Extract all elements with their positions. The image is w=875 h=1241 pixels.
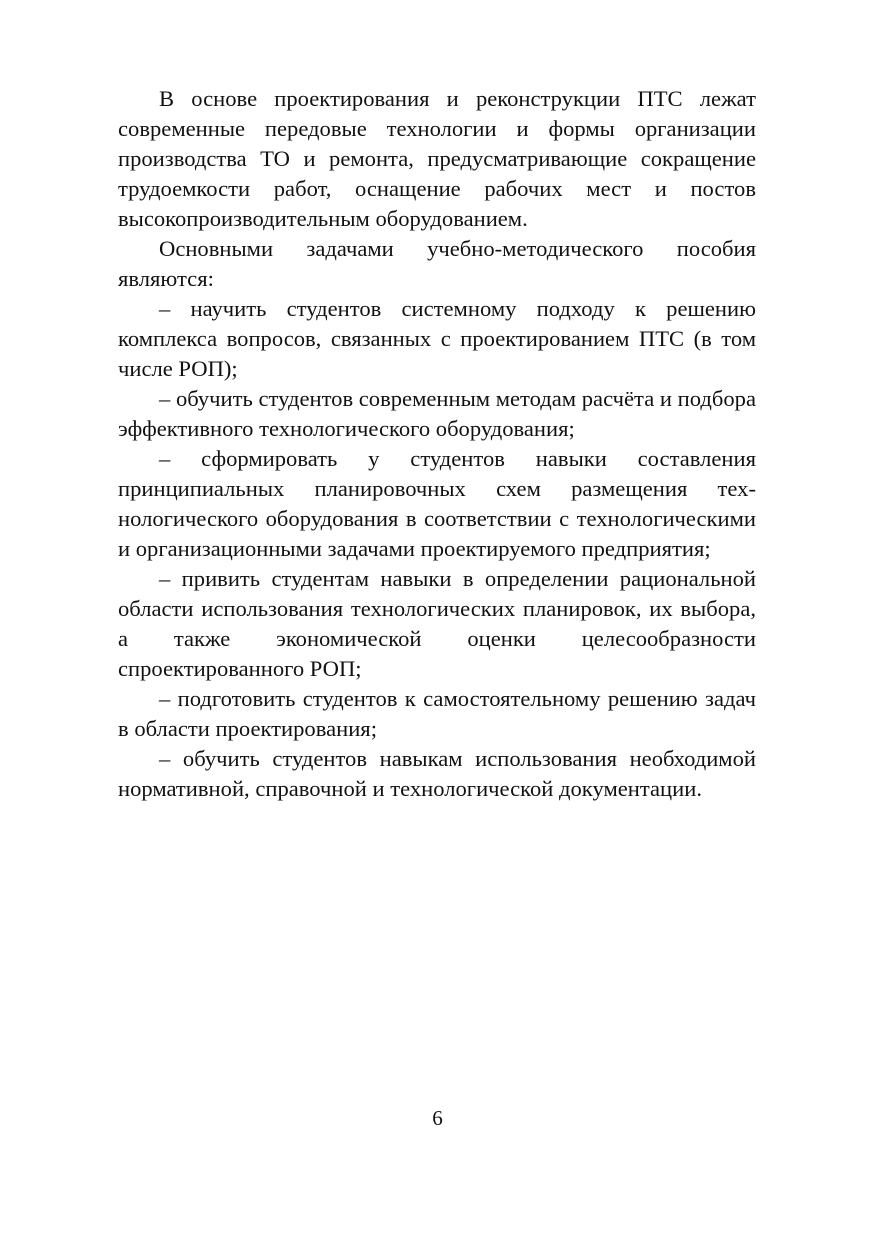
list-item-independent-design: – подготовить студентов к самостоятельному решению задач в области проектирования; (118, 686, 756, 741)
page-body (118, 84, 756, 804)
list-item-rational-planning: – привить студентам навыки в определении рациональной области использования технологических планировок, их выбора, а также экономической оценки целесообразности спроектированного РОП; (118, 566, 756, 681)
paragraph-intro: В основе проектирования и реконструкции ПТС лежат современные передовые технологии и формы организации производства ТО и ремонта, предусматривающие сокращение трудоемкости работ, оснащение рабочих мест и постов высокопроизводительным оборудованием. (118, 86, 756, 231)
page-number: 6 (432, 1106, 443, 1130)
list-item-planning-schemes: – сформировать у студентов навыки составления принципиальных планировочных схем размещения технологического оборудования в соответствии с технологическими и организационными задачами проектируемого предприятия; (118, 446, 756, 561)
list-item-documentation: – обучить студентов навыкам использования необходимой нормативной, справочной и технологической документации. (118, 746, 756, 801)
list-item-system-approach: – научить студентов системному подходу к решению комплекса вопросов, связанных с проектированием ПТС (в том числе РОП); (118, 296, 756, 381)
list-item-calculation-methods: – обучить студентов современным методам расчёта и подбора эффективного технологического оборудования; (118, 386, 756, 441)
paragraph-tasks-heading: Основными задачами учебно-методического пособия являются: (118, 236, 756, 291)
